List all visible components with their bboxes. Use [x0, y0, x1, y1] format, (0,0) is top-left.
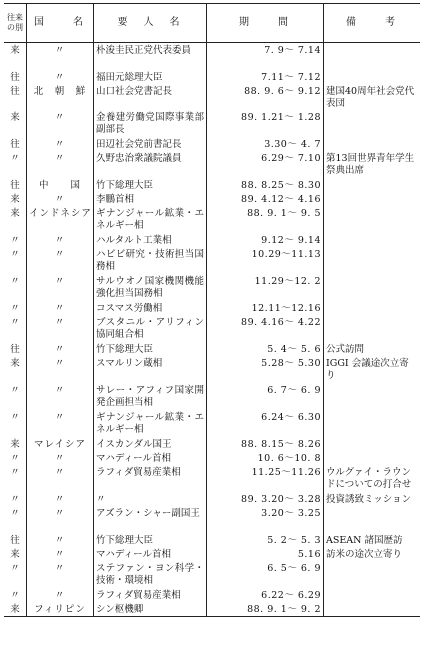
cell-remarks — [324, 451, 421, 465]
cell-direction: 〃 — [10, 276, 20, 287]
cell-remarks — [324, 43, 421, 71]
table-row — [4, 383, 420, 410]
table-row — [4, 506, 420, 533]
table-row — [4, 84, 420, 110]
cell-dignitary: スマルリン蔵相 — [94, 356, 207, 383]
cell-period: 10. 6～10. 8 — [207, 451, 324, 465]
cell-period: 3.20～ 3.25 — [207, 506, 324, 533]
cell-country: 〃 — [27, 43, 94, 71]
table-row — [4, 110, 420, 137]
cell-country: 〃 — [27, 492, 94, 506]
table-row — [4, 137, 420, 151]
cell-period: 88. 8.25～ 8.30 — [207, 178, 324, 192]
table-row — [4, 410, 420, 437]
cell-country: 〃 — [27, 451, 94, 465]
cell-dignitary: 〃 — [94, 492, 207, 506]
cell-country: 〃 — [27, 356, 94, 383]
cell-country: 〃 — [27, 247, 94, 274]
table-row — [4, 451, 420, 465]
cell-country: 〃 — [27, 301, 94, 315]
table-row — [4, 356, 420, 383]
cell-dignitary: ラフィダ貿易産業相 — [94, 588, 207, 602]
table-row — [4, 206, 420, 233]
cell-direction: 〃 — [10, 494, 20, 505]
table-row — [4, 247, 420, 274]
cell-direction: 往 — [10, 139, 20, 150]
cell-country: 〃 — [27, 137, 94, 151]
cell-period: 6.24～ 6.30 — [207, 410, 324, 437]
cell-dignitary: ラフィダ貿易産業相 — [94, 465, 207, 492]
cell-period: 88. 9. 6～ 9.12 — [207, 84, 324, 110]
cell-direction: 〃 — [10, 303, 20, 314]
cell-remarks: 第13回世界青年学生祭典出席 — [324, 151, 421, 178]
cell-country: 〃 — [27, 342, 94, 356]
cell-period: 6. 5～ 6. 9 — [207, 561, 324, 588]
cell-period: 12.11～12.16 — [207, 301, 324, 315]
cell-period: 7.11～ 7.12 — [207, 70, 324, 84]
cell-country: 〃 — [27, 533, 94, 547]
cell-direction: 来 — [10, 112, 20, 123]
table-row — [4, 151, 420, 178]
cell-remarks — [324, 383, 421, 410]
table-row — [4, 533, 420, 547]
cell-country: 〃 — [27, 561, 94, 588]
cell-remarks: 投資誘致ミッション — [324, 492, 421, 506]
cell-dignitary: 福田元総理大臣 — [94, 70, 207, 84]
cell-remarks — [324, 110, 421, 137]
cell-dignitary: 朴浚圭民正党代表委員 — [94, 43, 207, 71]
table-row — [4, 70, 420, 84]
cell-dignitary: 竹下総理大臣 — [94, 533, 207, 547]
header-period: 期 間 — [207, 4, 324, 43]
cell-remarks — [324, 206, 421, 233]
cell-period: 6. 7～ 6. 9 — [207, 383, 324, 410]
cell-remarks — [324, 70, 421, 84]
cell-direction: 〃 — [10, 385, 20, 396]
cell-period: 89. 3.20～ 3.28 — [207, 492, 324, 506]
cell-period: 88. 8.15～ 8.26 — [207, 437, 324, 451]
cell-country: 〃 — [27, 465, 94, 492]
table-row — [4, 561, 420, 588]
cell-remarks — [324, 410, 421, 437]
table-row — [4, 192, 420, 206]
cell-country: マレイシア — [27, 437, 94, 451]
cell-period: 11.29～12. 2 — [207, 274, 324, 301]
cell-dignitary: ブスタニル・アリフィン協同組合相 — [94, 315, 207, 342]
cell-dignitary: シン枢機卿 — [94, 602, 207, 617]
cell-dignitary: アズラン・シャー副国王 — [94, 506, 207, 533]
cell-remarks: 訪米の途次立寄り — [324, 547, 421, 561]
cell-dignitary: ハルタルト工業相 — [94, 233, 207, 247]
cell-remarks — [324, 437, 421, 451]
cell-period: 10.29～11.13 — [207, 247, 324, 274]
cell-direction: 来 — [10, 604, 20, 615]
cell-direction: 〃 — [10, 412, 20, 423]
cell-country: 〃 — [27, 274, 94, 301]
cell-remarks — [324, 233, 421, 247]
cell-remarks — [324, 247, 421, 274]
cell-dignitary: マハディール首相 — [94, 547, 207, 561]
cell-remarks: 建国40周年社会党代表団 — [324, 84, 421, 110]
cell-period: 3.30～ 4. 7 — [207, 137, 324, 151]
cell-period: 88. 9. 1～ 9. 2 — [207, 602, 324, 617]
cell-remarks — [324, 588, 421, 602]
cell-remarks: IGGI 会議途次立寄り — [324, 356, 421, 383]
cell-dignitary: 金養建労働党国際事業部副部長 — [94, 110, 207, 137]
cell-period: 7. 9～ 7.14 — [207, 43, 324, 71]
header-dignitary: 要 人 名 — [94, 4, 207, 43]
cell-remarks: 公式訪問 — [324, 342, 421, 356]
table-row — [4, 178, 420, 192]
cell-period: 6.22～ 6.29 — [207, 588, 324, 602]
cell-period: 5.28～ 5.30 — [207, 356, 324, 383]
cell-direction: 〃 — [10, 467, 20, 478]
cell-remarks — [324, 178, 421, 192]
cell-direction: 〃 — [10, 235, 20, 246]
cell-remarks — [324, 506, 421, 533]
table-body — [4, 43, 420, 617]
cell-dignitary: 久野忠治衆議院議員 — [94, 151, 207, 178]
header-direction: 往来の別 — [4, 4, 27, 43]
table-row — [4, 342, 420, 356]
cell-direction: 〃 — [10, 563, 20, 574]
cell-direction: 来 — [10, 358, 20, 369]
cell-country: 〃 — [27, 70, 94, 84]
cell-dignitary: 竹下総理大臣 — [94, 342, 207, 356]
cell-direction: 往 — [10, 86, 20, 97]
cell-remarks — [324, 192, 421, 206]
cell-country: 北 朝 鮮 — [27, 84, 94, 110]
cell-dignitary: ステファン・ヨン科学・技術・環境相 — [94, 561, 207, 588]
cell-period: 9.12～ 9.14 — [207, 233, 324, 247]
cell-period: 89. 4.16～ 4.22 — [207, 315, 324, 342]
table-row — [4, 301, 420, 315]
header-row — [4, 4, 420, 43]
cell-period: 89. 4.12～ 4.16 — [207, 192, 324, 206]
cell-direction: 往 — [10, 344, 20, 355]
table-row — [4, 315, 420, 342]
cell-country: 〃 — [27, 383, 94, 410]
cell-dignitary: ギナンジャール鉱業・エネルギー相 — [94, 206, 207, 233]
cell-country: 〃 — [27, 233, 94, 247]
cell-remarks: ウルグァイ・ラウンドについての打合せ — [324, 465, 421, 492]
cell-direction: 〃 — [10, 317, 20, 328]
cell-country: 〃 — [27, 151, 94, 178]
cell-direction: 〃 — [10, 153, 20, 164]
cell-remarks — [324, 561, 421, 588]
cell-dignitary: 李鵬首相 — [94, 192, 207, 206]
cell-direction: 来 — [10, 45, 20, 56]
cell-period: 5. 2～ 5. 3 — [207, 533, 324, 547]
cell-direction: 往 — [10, 72, 20, 83]
cell-remarks — [324, 274, 421, 301]
cell-country: 中 国 — [27, 178, 94, 192]
cell-dignitary: コスマス労働相 — [94, 301, 207, 315]
table-row — [4, 588, 420, 602]
cell-period: 11.25～11.26 — [207, 465, 324, 492]
cell-dignitary: 竹下総理大臣 — [94, 178, 207, 192]
table-header — [4, 4, 420, 43]
table-row — [4, 465, 420, 492]
cell-period: 6.29～ 7.10 — [207, 151, 324, 178]
table-row — [4, 274, 420, 301]
cell-direction: 来 — [10, 208, 20, 219]
cell-period: 5. 4～ 5. 6 — [207, 342, 324, 356]
cell-direction: 往 — [10, 535, 20, 546]
cell-country: 〃 — [27, 110, 94, 137]
table-row — [4, 602, 420, 617]
cell-remarks — [324, 301, 421, 315]
cell-direction: 〃 — [10, 453, 20, 464]
cell-direction: 来 — [10, 549, 20, 560]
cell-country: 〃 — [27, 588, 94, 602]
cell-dignitary: イスカンダル国王 — [94, 437, 207, 451]
cell-direction: 来 — [10, 439, 20, 450]
visits-table — [4, 3, 420, 617]
cell-remarks: ASEAN 諸国歴訪 — [324, 533, 421, 547]
cell-dignitary: 田辺社会党前書記長 — [94, 137, 207, 151]
header-country: 国 名 — [27, 4, 94, 43]
cell-period: 89. 1.21～ 1.28 — [207, 110, 324, 137]
cell-period: 88. 9. 1～ 9. 5 — [207, 206, 324, 233]
cell-country: 〃 — [27, 547, 94, 561]
cell-dignitary: サルウオノ国家機関機能強化担当国務相 — [94, 274, 207, 301]
cell-dignitary: マハディール首相 — [94, 451, 207, 465]
cell-dignitary: 山口社会党書記長 — [94, 84, 207, 110]
cell-remarks — [324, 602, 421, 617]
header-remarks: 備 考 — [324, 4, 421, 43]
cell-dignitary: ハビビ研究・技術担当国務相 — [94, 247, 207, 274]
table-row — [4, 492, 420, 506]
cell-dignitary: ギナンジャール鉱業・エネルギー相 — [94, 410, 207, 437]
cell-country: フィリピン — [27, 602, 94, 617]
cell-remarks — [324, 315, 421, 342]
cell-country: 〃 — [27, 192, 94, 206]
cell-country: 〃 — [27, 410, 94, 437]
cell-remarks — [324, 137, 421, 151]
cell-period: 5.16 — [207, 547, 324, 561]
cell-direction: 〃 — [10, 249, 20, 260]
cell-direction: 〃 — [10, 590, 20, 601]
cell-dignitary: サレー・アフィフ国家開発企画担当相 — [94, 383, 207, 410]
table-row — [4, 437, 420, 451]
cell-direction: 往 — [10, 180, 20, 191]
cell-direction: 〃 — [10, 508, 20, 519]
cell-country: 〃 — [27, 506, 94, 533]
table-row — [4, 233, 420, 247]
cell-country: 〃 — [27, 315, 94, 342]
cell-country: インドネシア — [27, 206, 94, 233]
table-row — [4, 43, 420, 71]
cell-direction: 来 — [10, 194, 20, 205]
table-row — [4, 547, 420, 561]
